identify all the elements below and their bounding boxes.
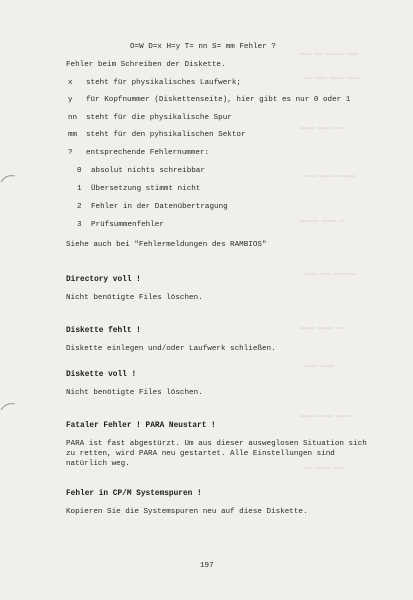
bleed-through-mark: ▁▁▁▁ ▁▁▁ ▁▁▁ (300, 122, 344, 129)
section-heading: Diskette voll ! (66, 371, 137, 379)
bleed-through-mark: ▁▁▁ ▁▁▁ ▁▁▁▁▁▁ (305, 268, 356, 275)
bleed-through-mark: ▁▁ ▁▁▁▁ ▁▁▁ (305, 462, 345, 469)
legend-key: y (68, 96, 73, 104)
bleed-through-mark: ▁▁▁ ▁▁ ▁▁▁▁▁ ▁▁▁ (300, 48, 358, 55)
bleed-through-mark: ▁▁▁▁ ▁▁▁▁ ▁▁ (300, 322, 344, 329)
section-heading: Directory voll ! (66, 276, 141, 284)
error-code-text: Prüfsummenfehler (91, 221, 164, 229)
legend-text: steht für physikalisches Laufwerk; (86, 79, 241, 87)
legend-text: entsprechende Fehlernummer: (86, 149, 210, 157)
section-body-line: Diskette einlegen und/oder Laufwerk schließen. (66, 345, 276, 353)
legend-key: mm (68, 131, 78, 139)
section-heading: Diskette fehlt ! (66, 327, 141, 335)
error-status-line: O=W D=x H=y T= nn S= mm Fehler ? (130, 43, 276, 51)
error-code-text: Übersetzung stimmt nicht (91, 185, 201, 193)
bleed-through-mark: ▁▁▁▁▁ ▁▁▁ ▁▁▁▁ (300, 410, 351, 417)
error-code-number: 2 (77, 203, 82, 211)
legend-key: ? (68, 149, 73, 157)
write-error-title: Fehler beim Schreiben der Diskette. (66, 61, 226, 69)
legend-key: x (68, 79, 73, 87)
section-body-line: zu retten, wird PARA neu gestartet. Alle Einstellungen sind (66, 450, 335, 458)
section-body-line: Nicht benötigte Files löschen. (66, 294, 203, 302)
section-body-line: PARA ist fast abgestürzt. Um aus dieser ausweglosen Situation sich (66, 440, 367, 448)
bleed-through-mark: ▁▁▁▁▁ ▁▁▁▁ ▁ (300, 215, 344, 222)
error-code-text: Fehler in der Datenübertragung (91, 203, 228, 211)
section-heading: Fehler in CP/M Systemspuren ! (66, 490, 202, 498)
section-body-line: Nicht benötigte Files löschen. (66, 389, 203, 397)
error-code-number: 0 (77, 167, 82, 175)
error-code-text: absolut nichts schreibbar (91, 167, 205, 175)
legend-text: für Kopfnummer (Diskettenseite), hier gibt es nur 0 oder 1 (86, 96, 351, 104)
section-body-line: natürlich weg. (66, 460, 130, 468)
legend-text: steht für den pyhsikalischen Sektor (86, 131, 246, 139)
section-body-line: Kopieren Sie die Systemspuren neu auf diese Diskette. (66, 508, 308, 516)
bleed-through-mark: ▁▁ ▁▁▁ ▁▁▁▁ ▁▁▁ (305, 72, 360, 79)
bleed-through-mark: ▁▁▁ ▁▁▁▁ ▁▁▁▁▁ (305, 170, 356, 177)
legend-key: nn (68, 114, 78, 122)
error-code-number: 3 (77, 221, 82, 229)
punch-hole-mark (0, 398, 16, 414)
bleed-through-mark: ▁▁▁ ▁▁▁▁ (305, 360, 334, 367)
section-heading: Fataler Fehler ! PARA Neustart ! (66, 422, 216, 430)
legend-text: steht für die physikalische Spur (86, 114, 232, 122)
error-code-number: 1 (77, 185, 82, 193)
punch-hole-mark (0, 170, 16, 186)
page-number: 197 (200, 562, 214, 570)
see-also-note: Siehe auch bei "Fehlermeldungen des RAMBIOS" (66, 241, 267, 249)
